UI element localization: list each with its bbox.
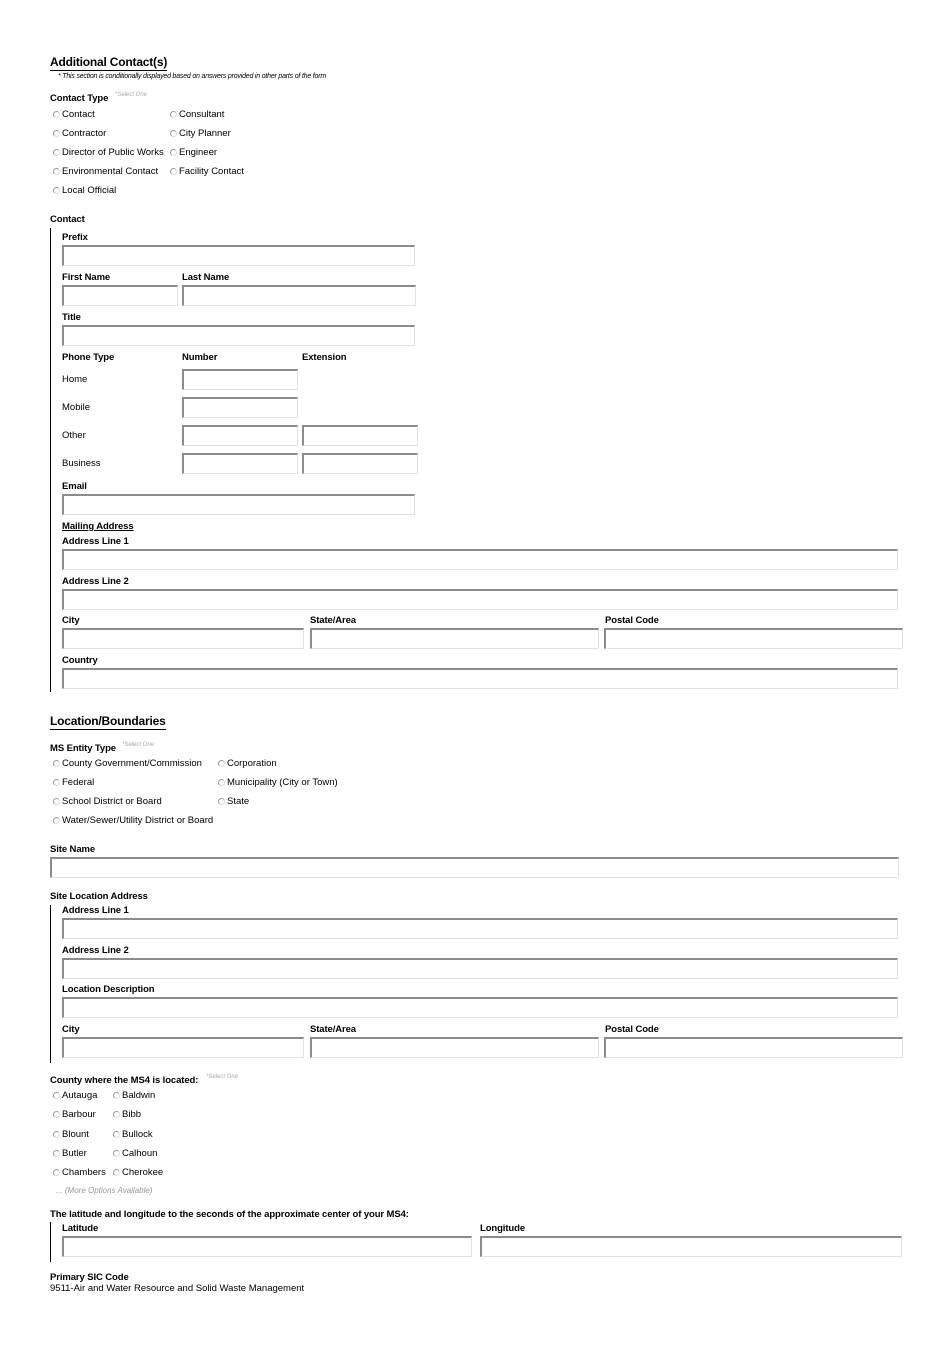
radio-option-corporation[interactable] [218, 758, 277, 769]
radio-icon[interactable] [170, 168, 177, 175]
radio-icon[interactable] [113, 1092, 120, 1099]
radio-icon[interactable] [53, 149, 60, 156]
location-description-label: Location Description [62, 984, 155, 995]
business-number-input[interactable] [182, 453, 298, 474]
phone-type-mobile: Mobile [62, 402, 90, 413]
radio-option-chambers[interactable] [53, 1167, 106, 1178]
radio-label: Contact [62, 109, 95, 120]
postal-code-input[interactable] [604, 628, 903, 649]
site-postal-code-input[interactable] [604, 1037, 903, 1058]
radio-label: Environmental Contact [62, 166, 159, 177]
site-state-input[interactable] [310, 1037, 599, 1058]
location-description-input[interactable] [62, 997, 898, 1018]
radio-label: Local Official [62, 185, 117, 196]
section-heading-additional-contacts: Additional Contact(s) [50, 55, 168, 69]
phone-type-other: Other [62, 430, 86, 441]
conditional-note: * This section is conditionally displayed based on answers provided in other parts of the form [58, 73, 326, 80]
radio-label: Butler [62, 1148, 87, 1159]
radio-icon[interactable] [113, 1169, 120, 1176]
radio-label: Cherokee [122, 1167, 164, 1178]
radio-option-calhoun[interactable] [113, 1148, 157, 1159]
site-address-line-2-input[interactable] [62, 958, 898, 979]
radio-option-cherokee[interactable] [113, 1167, 163, 1178]
group-divider [50, 1222, 51, 1262]
longitude-label: Longitude [480, 1223, 526, 1234]
radio-icon[interactable] [53, 817, 60, 824]
radio-label: Blount [62, 1129, 89, 1140]
site-name-input[interactable] [50, 857, 899, 878]
radio-option-barbour[interactable] [53, 1109, 96, 1120]
radio-option-contact[interactable] [53, 109, 95, 120]
select-one-hint: *Select One [115, 92, 148, 98]
phone-type-header: Phone Type [62, 352, 115, 363]
last-name-label: Last Name [182, 272, 230, 283]
site-name-label: Site Name [50, 844, 96, 855]
ms-entity-type-label: MS Entity Type [50, 743, 116, 754]
radio-label: Director of Public Works [62, 147, 164, 158]
radio-option-municipality-city-or-town[interactable] [218, 777, 338, 788]
phone-type-business: Business [62, 458, 101, 469]
address-line-1-input[interactable] [62, 549, 898, 570]
radio-option-school-district-or-board[interactable] [53, 796, 162, 807]
radio-label: Barbour [62, 1109, 96, 1120]
state-input[interactable] [310, 628, 599, 649]
radio-option-bibb[interactable] [113, 1109, 141, 1120]
radio-option-city-planner[interactable] [170, 128, 231, 139]
latitude-label: Latitude [62, 1223, 99, 1234]
radio-option-engineer[interactable] [170, 147, 217, 158]
site-state-label: State/Area [310, 1024, 356, 1035]
radio-icon[interactable] [53, 1111, 60, 1118]
radio-label: Engineer [179, 147, 218, 158]
radio-label: Bullock [122, 1129, 153, 1140]
radio-label: State [227, 796, 250, 807]
radio-label: Bibb [122, 1109, 142, 1120]
radio-icon[interactable] [170, 130, 177, 137]
radio-icon[interactable] [53, 1131, 60, 1138]
radio-icon[interactable] [53, 168, 60, 175]
radio-option-facility-contact[interactable] [170, 166, 244, 177]
sic-code-value: 9511-Air and Water Resource and Solid Waste Management [50, 1283, 305, 1294]
radio-icon[interactable] [218, 798, 225, 805]
first-name-label: First Name [62, 272, 111, 283]
radio-label: Facility Contact [179, 166, 244, 177]
site-address-line-1-input[interactable] [62, 918, 898, 939]
radio-icon[interactable] [53, 187, 60, 194]
sic-code-label: Primary SIC Code [50, 1272, 129, 1283]
select-one-hint: *Select One [206, 1074, 239, 1080]
radio-option-federal[interactable] [53, 777, 94, 788]
radio-icon[interactable] [170, 111, 177, 118]
radio-option-consultant[interactable] [170, 109, 224, 120]
title-label: Title [62, 312, 81, 323]
radio-option-county-government-commission[interactable] [53, 758, 202, 769]
radio-icon[interactable] [53, 1150, 60, 1157]
radio-icon[interactable] [53, 1169, 60, 1176]
radio-icon[interactable] [113, 1131, 120, 1138]
address-line-2-input[interactable] [62, 589, 898, 610]
extension-header: Extension [302, 352, 347, 363]
radio-option-butler[interactable] [53, 1148, 87, 1159]
longitude-input[interactable] [480, 1236, 902, 1257]
latlong-label: The latitude and longitude to the seconds of the approximate center of your MS4: [50, 1209, 409, 1220]
radio-label: School District or Board [62, 796, 162, 807]
radio-option-bullock[interactable] [113, 1129, 153, 1140]
radio-icon[interactable] [218, 760, 225, 767]
latitude-input[interactable] [62, 1236, 472, 1257]
other-number-input[interactable] [182, 425, 298, 446]
other-extension-input[interactable] [302, 425, 418, 446]
postal-code-label: Postal Code [605, 615, 659, 626]
business-extension-input[interactable] [302, 453, 418, 474]
radio-label: Municipality (City or Town) [227, 777, 338, 788]
more-options-link[interactable]: ... (More Options Available) [56, 1186, 153, 1195]
county-label: County where the MS4 is located: [50, 1075, 199, 1086]
site-postal-code-label: Postal Code [605, 1024, 659, 1035]
country-label: Country [62, 655, 98, 666]
section-heading-location: Location/Boundaries [50, 714, 166, 728]
site-address-line-1-label: Address Line 1 [62, 905, 129, 916]
first-name-input[interactable] [62, 285, 178, 306]
group-divider [50, 228, 51, 692]
site-address-line-2-label: Address Line 2 [62, 945, 129, 956]
email-label: Email [62, 481, 87, 492]
radio-icon[interactable] [170, 149, 177, 156]
radio-label: Consultant [179, 109, 225, 120]
mobile-number-input[interactable] [182, 397, 298, 418]
radio-icon[interactable] [53, 130, 60, 137]
radio-label: Chambers [62, 1167, 106, 1178]
address-line-2-label: Address Line 2 [62, 576, 129, 587]
contact-label: Contact [50, 214, 85, 225]
site-location-address-label: Site Location Address [50, 891, 148, 902]
radio-option-autauga[interactable] [53, 1090, 97, 1101]
radio-icon[interactable] [113, 1150, 120, 1157]
number-header: Number [182, 352, 218, 363]
radio-label: Calhoun [122, 1148, 158, 1159]
city-input[interactable] [62, 628, 304, 649]
radio-icon[interactable] [53, 779, 60, 786]
city-label: City [62, 615, 80, 626]
home-number-input[interactable] [182, 369, 298, 390]
radio-icon[interactable] [53, 111, 60, 118]
prefix-input[interactable] [62, 245, 415, 266]
title-input[interactable] [62, 325, 415, 346]
prefix-label: Prefix [62, 232, 88, 243]
radio-icon[interactable] [53, 798, 60, 805]
radio-option-director-of-public-works[interactable] [53, 147, 164, 158]
radio-label: Water/Sewer/Utility District or Board [62, 815, 214, 826]
radio-option-baldwin[interactable] [113, 1090, 155, 1101]
radio-option-contractor[interactable] [53, 128, 106, 139]
radio-option-local-official[interactable] [53, 185, 116, 196]
last-name-input[interactable] [182, 285, 416, 306]
site-city-input[interactable] [62, 1037, 304, 1058]
mailing-address-heading: Mailing Address [62, 521, 134, 532]
radio-label: Contractor [62, 128, 107, 139]
email-input[interactable] [62, 494, 415, 515]
group-divider [50, 905, 51, 1063]
country-input[interactable] [62, 668, 898, 689]
radio-option-water-sewer-utility-district-or-board[interactable] [53, 815, 213, 826]
select-one-hint: *Select One [122, 742, 155, 748]
address-line-1-label: Address Line 1 [62, 536, 129, 547]
radio-icon[interactable] [113, 1111, 120, 1118]
radio-option-blount[interactable] [53, 1129, 89, 1140]
radio-icon[interactable] [218, 779, 225, 786]
radio-label: Autauga [62, 1090, 98, 1101]
radio-label: Federal [62, 777, 95, 788]
radio-option-state[interactable] [218, 796, 249, 807]
contact-type-label: Contact Type [50, 93, 109, 104]
radio-label: County Government/Commission [62, 758, 202, 769]
radio-label: Baldwin [122, 1090, 156, 1101]
radio-icon[interactable] [53, 760, 60, 767]
phone-type-home: Home [62, 374, 88, 385]
radio-label: City Planner [179, 128, 231, 139]
radio-label: Corporation [227, 758, 277, 769]
radio-option-environmental-contact[interactable] [53, 166, 158, 177]
site-city-label: City [62, 1024, 80, 1035]
state-label: State/Area [310, 615, 356, 626]
radio-icon[interactable] [53, 1092, 60, 1099]
